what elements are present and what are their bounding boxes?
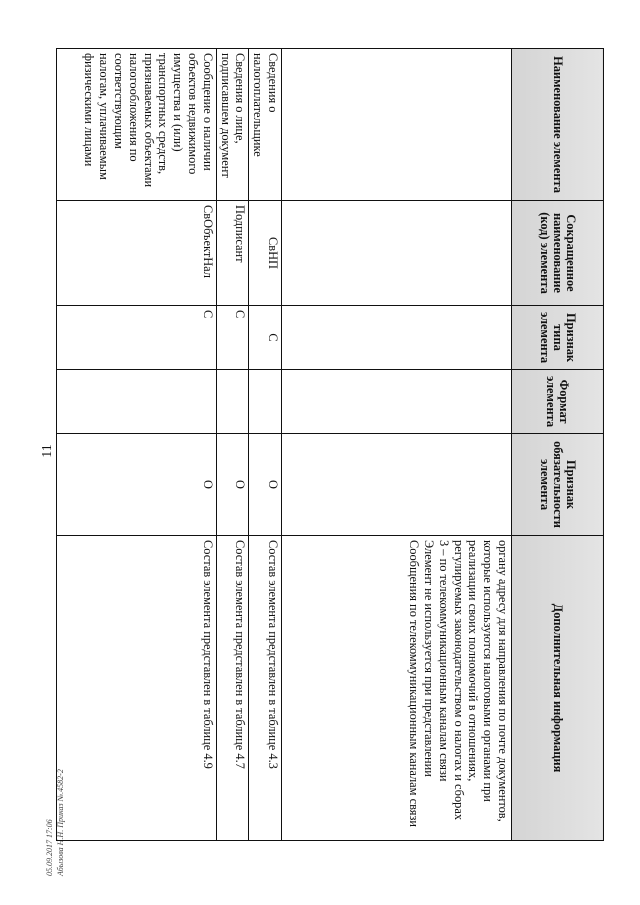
header-format: Формат элемента: [512, 370, 604, 434]
table-row: [216, 49, 249, 841]
cell-type: С: [216, 306, 249, 370]
stamp-signature: Абызова Н.Н. Приказ №.4582-2: [56, 769, 65, 876]
cell-format: [216, 370, 249, 434]
cell-type: С: [249, 306, 282, 370]
header-code: Сокращенное наименование (код) элемента: [512, 201, 604, 306]
cell-format: [249, 370, 282, 434]
table-row: [249, 49, 282, 841]
table-row: [56, 49, 216, 841]
cell-info: Состав элемента представлен в таблице 4.3: [249, 536, 282, 841]
cell-name: Сведения о лице, подписавшем документ: [216, 49, 249, 201]
cell-code: Подписант: [216, 201, 249, 306]
cell-code: СвНП: [249, 201, 282, 306]
cell-required: О: [249, 434, 282, 536]
cell-name: Сообщение о наличии объектов недвижимого имущества и (или) транспортных средств, признаваемых объектами налогообложения по соответствующим налогам, уплачиваемым физическими лицами: [56, 49, 216, 201]
cell-info: Состав элемента представлен в таблице 4.9: [56, 536, 216, 841]
rotated-table-container: [74, 48, 604, 840]
cell-format: [282, 370, 512, 434]
cell-info: Состав элемента представлен в таблице 4.7: [216, 536, 249, 841]
stamp-date: 05.09.2017 17:06: [45, 819, 54, 876]
cell-code: СвОбъектНал: [56, 201, 216, 306]
page-number: 11: [40, 444, 55, 458]
info-line: органу адресу для направления по почте документов, которые используются налоговыми органами при реализации своих полномочий в отношениях, регулируемых законодательством о налогах и сборах: [451, 540, 510, 822]
header-type: Признак типа элемента: [512, 306, 604, 370]
info-line: Элемент не используется при представлении Сообщения по телекоммуникационным каналам связи: [407, 540, 437, 827]
cell-required: О: [216, 434, 249, 536]
header-name: Наименование элемента: [512, 49, 604, 201]
cell-name: [282, 49, 512, 201]
cell-required: [282, 434, 512, 536]
info-line: 3 – по телекоммуникационным каналам связи: [436, 540, 451, 782]
header-row: [512, 49, 604, 841]
header-required: Признак обязательности элемента: [512, 434, 604, 536]
cell-code: [282, 201, 512, 306]
header-info: Дополнительная информация: [512, 536, 604, 841]
table-row: [282, 49, 512, 841]
cell-type: С: [56, 306, 216, 370]
cell-required: О: [56, 434, 216, 536]
cell-type: [282, 306, 512, 370]
cell-format: [56, 370, 216, 434]
cell-name: Сведения о налогоплательщике: [249, 49, 282, 201]
elements-table: [56, 48, 604, 841]
cell-info: [282, 536, 512, 841]
